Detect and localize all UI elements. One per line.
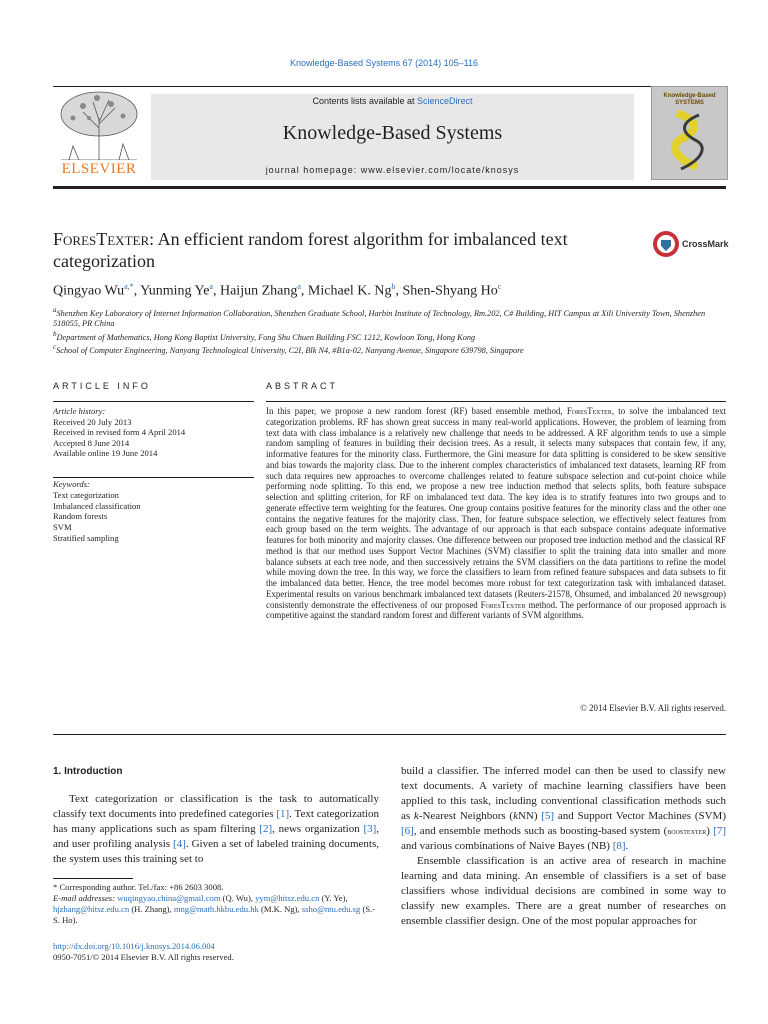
affiliation-item: $^b$Department of Mathematics, Hong Kong Baptist University, Fong Shu Chuen Building FSC 1212, Kowloon Tong, Hong Kong [53, 330, 476, 342]
abstract-rule [266, 401, 726, 402]
crossmark-label: CrossMark [682, 239, 729, 249]
elsevier-logo [53, 88, 145, 180]
history-item: Accepted 8 June 2014 [53, 437, 130, 448]
homepage-link[interactable]: www.elsevier.com/locate/knosys [360, 165, 520, 175]
footnote-rule [53, 878, 133, 879]
keyword-item: Imbalanced classification [53, 500, 141, 511]
journal-cover-image [651, 86, 728, 180]
keywords-rule [53, 477, 254, 478]
keyword-item: Text categorization [53, 489, 119, 500]
article-info-heading: ARTICLE INFO [53, 381, 151, 391]
email-link[interactable]: ssho@ntu.edu.sg [301, 904, 361, 914]
citation-link[interactable]: [8] [612, 840, 626, 852]
footnote [53, 882, 379, 926]
author-list: Qingyao $Wu^{a,*}$, Yunming Ye$^a$, Haijun Zhang$^a$, Michael K. Ng$^b$, Shen-Shyang Ho$^c$ [53, 282, 502, 299]
citation-link[interactable]: [5] [541, 810, 555, 822]
contents-line: Contents lists available at ScienceDirect [312, 96, 473, 106]
cover-art-icon [669, 109, 709, 173]
article-info-rule [53, 401, 254, 402]
doi-link[interactable]: http://dx.doi.org/10.1016/j.knosys.2014.06.004 [53, 941, 215, 951]
keywords-label: Keywords: [53, 479, 90, 489]
intro-left-column: Text categorization or classification is the task to automatically classify text documents into predefined categories [1]. Text categorization has many applications such as spam filtering [2], news organization [3], and user profiling analysis [4]. Given a set of labeled training documents, the system uses this training set to [53, 793, 380, 865]
sciencedirect-link[interactable]: ScienceDirect [417, 96, 473, 106]
author-affiliation-marker[interactable]: a,* [124, 282, 134, 291]
citation-link[interactable]: [1] [276, 808, 290, 820]
citation-link[interactable]: [2] [259, 823, 273, 835]
journal-homepage: journal homepage: www.elsevier.com/locate/knosys [265, 165, 520, 175]
corresponding-author-note: * Corresponding author. Tel./fax: +86 2603 3008. [53, 882, 224, 892]
publisher-name: ELSEVIER [61, 161, 137, 177]
history-item: Received in revised form 4 April 2014 [53, 427, 186, 438]
author-affiliation-marker[interactable]: b [391, 282, 396, 291]
masthead-top-rule [53, 86, 726, 87]
email-link[interactable]: mng@math.hkbu.edu.hk [173, 904, 259, 914]
author-affiliation-marker[interactable]: a [297, 282, 301, 291]
cover-title: Knowledge-Based SYSTEMS [663, 93, 716, 106]
journal-reference-link[interactable]: Knowledge-Based Systems 67 (2014) 105–116 [290, 58, 478, 68]
section-heading-introduction: 1. Introduction [53, 766, 123, 777]
affiliation-item: $^a$Shenzhen Key Laboratory of Internet Information Collaboration, Shenzhen Graduate School, Harbin Institute of Technology, Rm.202, C# Building, HIT Campus at Xili University Town, Shenzhen 518055, PR China [53, 307, 706, 329]
author-name: Michael K. Ng [307, 283, 392, 299]
author-affiliation-marker[interactable]: a [209, 282, 213, 291]
crossmark-badge[interactable] [652, 230, 732, 260]
keyword-item: SVM [53, 522, 72, 533]
article-title: ForesTexter: An efficient random forest algorithm for imbalanced text categorization [53, 229, 568, 271]
abstract-text: In this paper, we propose a new random forest (RF) based ensemble method, ForesTexter, to solve the imbalanced text categorization problems. RF has shown great success in many real-world applications. However, the problem of learning from text data with class imbalance is a relatively new challenge that needs to be addressed. A RF algorithm tends to use a simple random sampling of features in building their decision trees. As a result, it selects many subspaces that contain few, if any, informative features for the minority class. Furthermore, the Gini measure for data splitting is considered to be skew sensitive and bias towards the majority class. Due to the inherent complex characteristics of imbalanced text datasets, learning RF from such data requires new approaches to overcome challenges related to feature subspace selection and cut-point choice while performing node splitting. To this end, we propose a new tree induction method that selects splits, both feature subspace selection and splitting criterion, for RF on imbalanced text data. The key idea is to stratify features into two groups and to generate effective term weighting for the features. One group contains positive features for the minority class and the other one contains the negative features for the majority class. Then, for feature subspace selection, we effectively select features from each group based on the term weights. The advantage of our approach is that each subspace contains adequate informative features for both minority and majority classes. One difference between our proposed tree induction method and the classical RF method is that our method uses Support Vector Machines (SVM) classifier to split the training data into smaller and more balance subsets at each tree node, and then successively retrains the SVM classifiers on the data partitions to refine the model while moving down the tree. In this way, we force the classifiers to learn from refined feature subspaces and data subsets to fit the imbalanced data better. Hence, the tree model becomes more robust for text categorization task with imbalanced dataset. Experimental results on various benchmark imbalanced text datasets (Reuters-21578, Ohsumed, and imbalanced 20 newsgroup) consistently demonstrate the effectiveness of our proposed ForesTexter method. The performance of our proposed approach is competitive against the standard random forest and different variants of SVM algorithms. [266, 406, 726, 621]
author-name: Qingyao Wu [53, 283, 125, 299]
citation-link[interactable]: [7] [713, 825, 726, 837]
email-link[interactable]: hjzhang@hitsz.edu.cn [53, 904, 130, 914]
history-item: Available online 19 June 2014 [53, 448, 158, 459]
paragraph: build a classifier. The inferred model can then be used to classify new text documents. A variety of machine learning classifiers have been applied to this task, including conventional classification methods such as k-Nearest Neighbors (kNN) [5] and Support Vector Machines (SVM) [6], and ensemble methods such as boosting-based system (boostexter) [7] and various combinations of Naive Bayes (NB) [8]. [401, 765, 726, 852]
crossmark-icon [652, 230, 680, 258]
author-name: Haijun Zhang [219, 283, 298, 299]
keyword-item: Random forests [53, 511, 108, 522]
journal-title: Knowledge-Based Systems [282, 122, 503, 144]
article-history [53, 406, 253, 459]
history-item: Received 20 July 2013 [53, 416, 132, 427]
email-link[interactable]: wuqingyao.china@gmail.com [117, 893, 221, 903]
affiliation-item: $^c$School of Computer Engineering, Nanyang Technological University, C2I, Blk N4, #B1a-02, Nanyang Avenue, Singapore 639798, Singapore [53, 344, 524, 355]
keywords [53, 479, 253, 544]
doi-block [53, 941, 234, 963]
email-link[interactable]: yym@hitsz.edu.cn [255, 893, 320, 903]
paragraph: Ensemble classification is an active area of research in machine learning and data mining. An ensemble of classifiers is a set of base classifiers whose individual decisions are combined in some way to classify new examples. There are a great number of researches on ensemble classifier design. One of the most popular approaches for [401, 855, 726, 927]
email-addresses: E-mail addresses: wuqingyao.china@gmail.com (Q. Wu), yym@hitsz.edu.cn (Y. Ye), hjzhang@hitsz.edu.cn (H. Zhang), mng@math.hkbu.edu.hk (M.K. Ng), ssho@ntu.edu.sg (S.-S. Ho). [53, 893, 376, 925]
intro-right-column [401, 764, 726, 929]
body-divider [53, 734, 726, 735]
abstract-copyright: © 2014 Elsevier B.V. All rights reserved. [580, 703, 726, 713]
citation-link[interactable]: [4] [173, 838, 186, 850]
abstract-heading: ABSTRACT [266, 381, 339, 391]
author-affiliation-marker[interactable]: c [497, 282, 502, 291]
keyword-item: Stratified sampling [53, 532, 119, 543]
issn-copyright: 0950-7051/© 2014 Elsevier B.V. All rights reserved. [53, 952, 234, 962]
citation-link[interactable]: [6] [401, 825, 414, 837]
author-name: Yunming Ye [140, 283, 210, 299]
history-label: Article history: [53, 406, 106, 416]
affiliations [53, 306, 723, 356]
masthead-bottom-rule [53, 186, 726, 189]
author-name: Shen-Shyang Ho [402, 283, 498, 299]
citation-link[interactable]: [3] [363, 823, 377, 835]
elsevier-tree-icon [53, 88, 145, 160]
